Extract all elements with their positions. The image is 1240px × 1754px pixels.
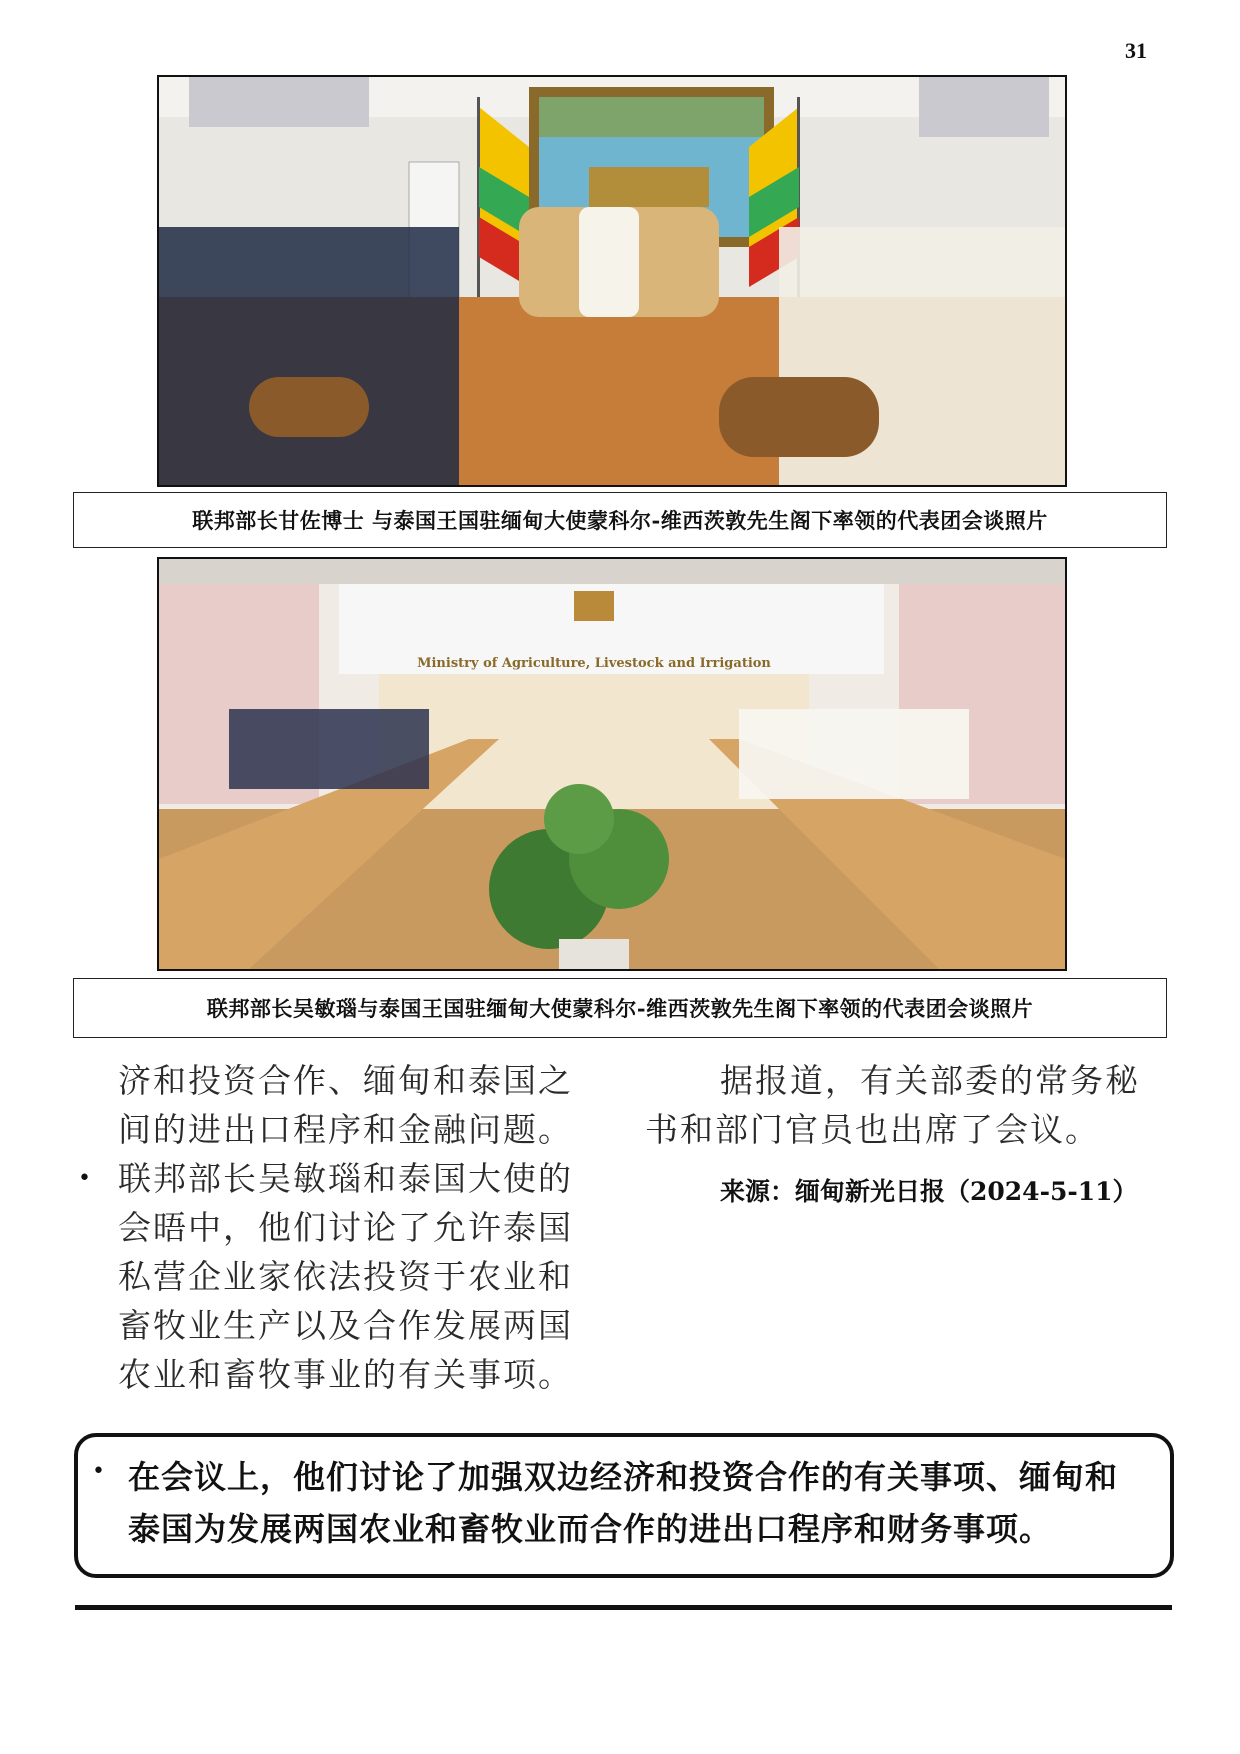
ministry-sign-text: Ministry of Agriculture, Livestock and Irrigation — [417, 656, 771, 671]
bullet-icon: • — [78, 1166, 93, 1191]
right-column — [645, 1056, 1170, 1154]
summary-text: 在会议上，他们讨论了加强双边经济和投资合作的有关事项、缅甸和泰国为发展两国农业和畜牧业而合作的进出口程序和财务事项。 — [128, 1458, 1119, 1548]
summary-bullet-icon: • — [92, 1459, 105, 1484]
left-column — [78, 1056, 606, 1399]
meeting-photo-1 — [157, 75, 1067, 487]
photo-1-caption — [73, 492, 1167, 548]
left-bullet-paragraph — [78, 1154, 606, 1399]
photo-2-caption — [73, 978, 1167, 1038]
source-citation: 来源：缅甸新光日报（2024-5-11） — [720, 1177, 1138, 1206]
left-bullet-text: 联邦部长吴敏瑙和泰国大使的会晤中，他们讨论了允许泰国私营企业家依法投资于农业和畜牧业生产以及合作发展两国农业和畜牧事业的有关事项。 — [118, 1159, 573, 1394]
page-number: 31 — [1125, 38, 1147, 63]
bottom-divider — [75, 1605, 1172, 1610]
summary-box — [74, 1433, 1174, 1578]
photo-2-caption-text: 联邦部长吴敏瑙与泰国王国驻缅甸大使蒙科尔-维西茨敦先生阁下率领的代表团会谈照片 — [206, 996, 1034, 1021]
left-paragraph-1: 济和投资合作、缅甸和泰国之间的进出口程序和金融问题。 — [118, 1061, 573, 1149]
right-paragraph-1: 据报道，有关部委的常务秘书和部门官员也出席了会议。 — [645, 1061, 1140, 1149]
photo-1-caption-text: 联邦部长甘佐博士 与泰国王国驻缅甸大使蒙科尔-维西茨敦先生阁下率领的代表团会谈照片 — [192, 508, 1048, 533]
meeting-photo-2 — [157, 557, 1067, 971]
